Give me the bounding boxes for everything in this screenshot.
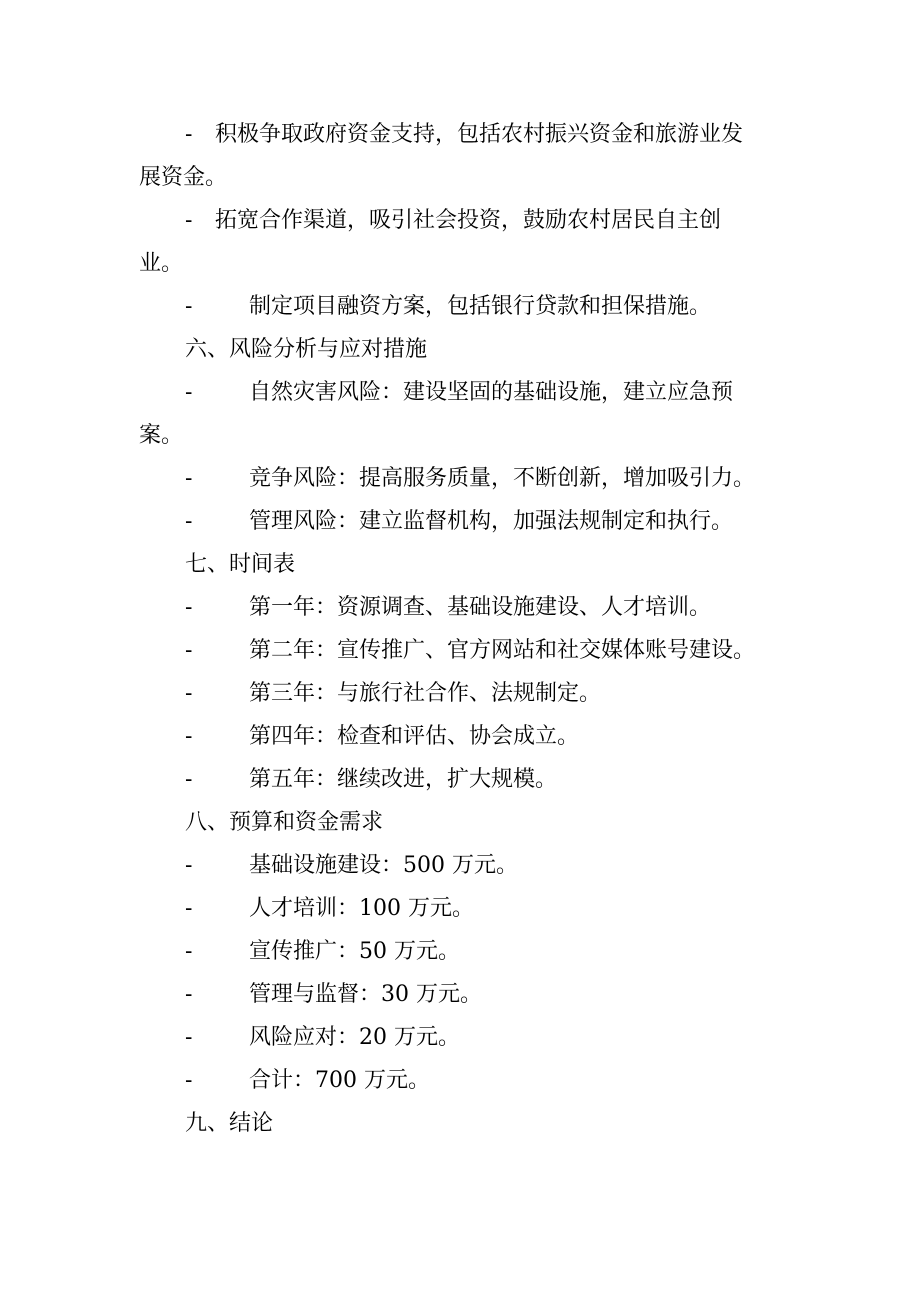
funding-item-1-line-1 bbox=[139, 113, 779, 156]
timeline-item-text: 第一年：资源调查、基础设施建设、人才培训。 bbox=[249, 595, 712, 620]
list-dash: - bbox=[185, 724, 193, 749]
funding-item-3-text: 制定项目融资方案，包括银行贷款和担保措施。 bbox=[249, 294, 712, 319]
risk-item-1-line-1 bbox=[139, 371, 779, 414]
section-heading-timeline: 七、时间表 bbox=[185, 552, 296, 577]
list-dash: - bbox=[185, 638, 193, 663]
section-heading-risk: 六、风险分析与应对措施 bbox=[185, 337, 428, 362]
list-dash: - bbox=[185, 681, 193, 706]
funding-item-2-line-1 bbox=[139, 199, 779, 242]
funding-item-2-line-2: 业。 bbox=[139, 251, 184, 276]
budget-total-text: 合计：700 万元。 bbox=[249, 1068, 430, 1093]
risk-item-2-text: 竞争风险：提高服务质量，不断创新，增加吸引力。 bbox=[249, 466, 756, 491]
timeline-item bbox=[139, 629, 779, 672]
funding-item-1-text: 积极争取政府资金支持，包括农村振兴资金和旅游业发 bbox=[215, 122, 744, 147]
risk-item-2 bbox=[139, 457, 779, 500]
budget-item bbox=[139, 887, 779, 930]
budget-item-text: 管理与监督：30 万元。 bbox=[249, 982, 482, 1007]
budget-item bbox=[139, 844, 779, 887]
list-dash: - bbox=[185, 1025, 193, 1050]
risk-item-1-text: 自然灾害风险：建设坚固的基础设施，建立应急预 bbox=[249, 380, 734, 405]
budget-item-text: 基础设施建设：500 万元。 bbox=[249, 853, 518, 878]
list-dash: - bbox=[185, 939, 193, 964]
section-heading-budget: 八、预算和资金需求 bbox=[185, 810, 384, 835]
list-dash: - bbox=[185, 1068, 193, 1093]
budget-item bbox=[139, 930, 779, 973]
risk-item-3-text: 管理风险：建立监督机构，加强法规制定和执行。 bbox=[249, 509, 734, 534]
list-dash: - bbox=[185, 853, 193, 878]
list-dash: - bbox=[185, 380, 193, 405]
risk-item-1-line-2: 案。 bbox=[139, 423, 184, 448]
risk-item-3 bbox=[139, 500, 779, 543]
timeline-item-text: 第五年：继续改进，扩大规模。 bbox=[249, 767, 558, 792]
list-dash: - bbox=[185, 896, 193, 921]
timeline-item-text: 第四年：检查和评估、协会成立。 bbox=[249, 724, 580, 749]
timeline-item-text: 第二年：宣传推广、官方网站和社交媒体账号建设。 bbox=[249, 638, 756, 663]
list-dash: - bbox=[185, 982, 193, 1007]
list-dash: - bbox=[185, 466, 193, 491]
list-dash: - bbox=[185, 767, 193, 792]
timeline-item bbox=[139, 758, 779, 801]
timeline-item bbox=[139, 672, 779, 715]
funding-item-2-text: 拓宽合作渠道，吸引社会投资，鼓励农村居民自主创 bbox=[215, 208, 722, 233]
list-dash: - bbox=[185, 509, 193, 534]
list-dash: - bbox=[185, 294, 193, 319]
funding-item-3 bbox=[139, 285, 779, 328]
budget-item-text: 风险应对：20 万元。 bbox=[249, 1025, 460, 1050]
budget-total bbox=[139, 1059, 779, 1102]
budget-item bbox=[139, 973, 779, 1016]
budget-item-text: 人才培训：100 万元。 bbox=[249, 896, 474, 921]
list-dash: - bbox=[185, 595, 193, 620]
document-content bbox=[139, 113, 779, 1145]
timeline-item bbox=[139, 715, 779, 758]
list-dash: - bbox=[185, 208, 193, 233]
budget-item-text: 宣传推广：50 万元。 bbox=[249, 939, 460, 964]
funding-item-1-line-2: 展资金。 bbox=[139, 165, 228, 190]
timeline-item bbox=[139, 586, 779, 629]
timeline-item-text: 第三年：与旅行社合作、法规制定。 bbox=[249, 681, 602, 706]
section-heading-conclusion: 九、结论 bbox=[185, 1111, 274, 1136]
budget-item bbox=[139, 1016, 779, 1059]
list-dash: - bbox=[185, 122, 193, 147]
